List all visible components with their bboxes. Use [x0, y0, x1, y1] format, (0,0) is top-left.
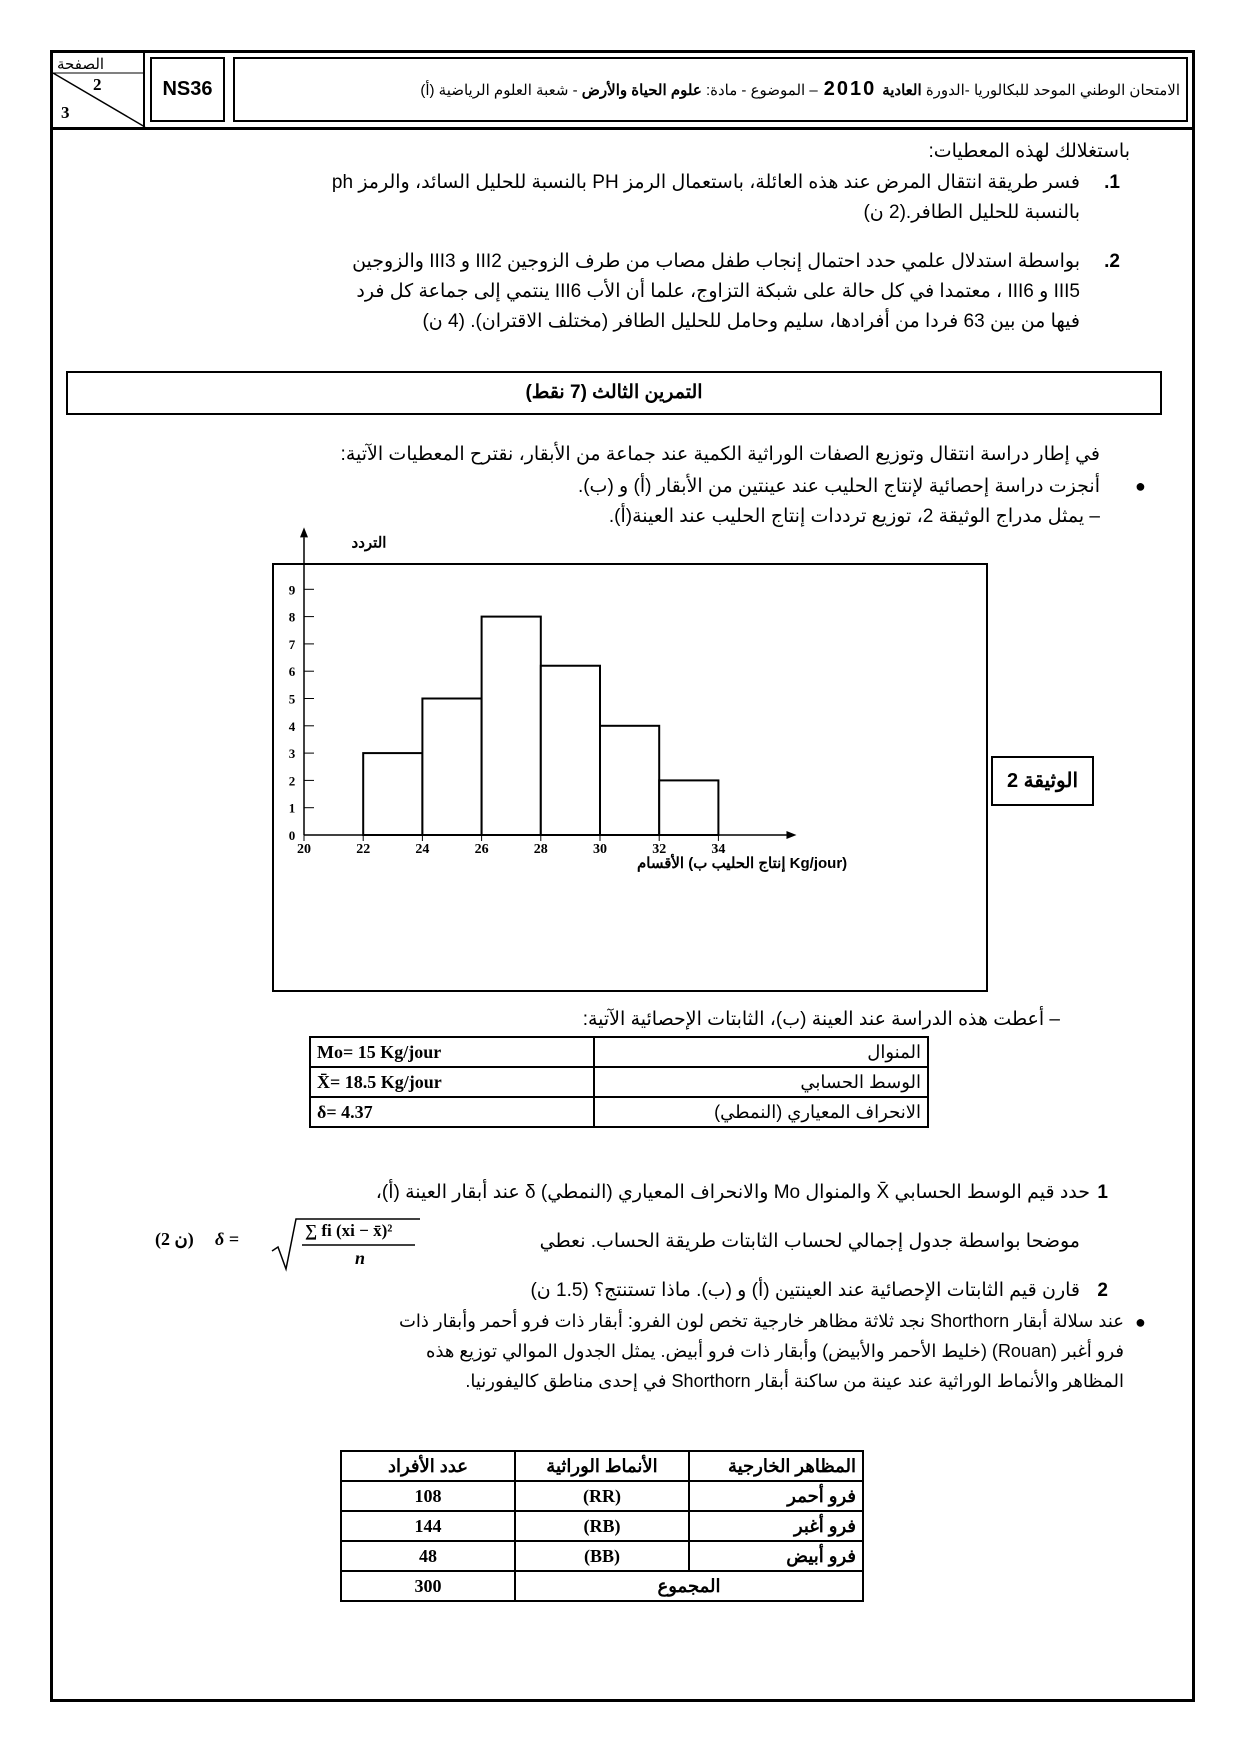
- task-1-line2: موضحا بواسطة جدول إجمالي لحساب الثابتات طريقة الحساب. نعطي (2 ن) δ = ∑ fi (xi − x̄)² n: [95, 1215, 1095, 1275]
- document-label: الوثيقة 2: [991, 756, 1094, 806]
- header-phenotype: المظاهر الخارجية: [689, 1451, 863, 1481]
- question-1: فسر طريقة انتقال المرض عند هذه العائلة، باستعمال الرمز PH بالنسبة للحليل السائد، والرمز ph بالنسبة للحليل الطافر.(2 ن): [331, 172, 1080, 223]
- x-tick-label: 22: [356, 842, 371, 857]
- histogram-bar: [541, 666, 600, 835]
- histogram: [274, 534, 986, 990]
- bullet-1: أنجزت دراسة إحصائية لإنتاج الحليب عند عينتين من الأبقار (أ) و (ب).: [577, 476, 1100, 497]
- cell-count: 144: [341, 1511, 515, 1541]
- page-current: 2: [93, 75, 102, 94]
- cell-genotype: (RR): [515, 1481, 689, 1511]
- stats-table: [309, 1036, 929, 1128]
- y-tick-label: 8: [288, 609, 296, 625]
- cell-genotype: (RB): [515, 1511, 689, 1541]
- x-axis-arrow: [786, 831, 796, 839]
- x-tick-label: 32: [652, 842, 667, 857]
- histogram-bar: [659, 780, 718, 835]
- cell-phenotype: فرو أبيض: [689, 1541, 863, 1571]
- cell-count: 48: [341, 1541, 515, 1571]
- table-row: [341, 1511, 863, 1541]
- stats-row: [310, 1037, 928, 1067]
- histogram-bar: [600, 726, 659, 835]
- y-tick-label: 9: [288, 582, 296, 598]
- bullet-1-sub: – يمثل مدراج الوثيقة 2، توزيع ترددات إنتاج الحليب عند العينة(أ).: [608, 506, 1100, 527]
- intro-text: باستغلالك لهذه المعطيات:: [928, 141, 1130, 162]
- stats-value: Mo= 15 Kg/jour: [310, 1037, 594, 1067]
- formula: (2 ن) δ = ∑ fi (xi − x̄)² n: [155, 1215, 425, 1275]
- histogram-bar: [482, 617, 541, 835]
- y-tick-label: 0: [288, 828, 296, 843]
- cell-phenotype: فرو أحمر: [689, 1481, 863, 1511]
- page-total: 3: [61, 103, 70, 122]
- task-2-number: 2: [1097, 1280, 1108, 1301]
- cell-total-label: المجموع: [515, 1571, 863, 1601]
- bullet-dot: ●: [1135, 476, 1146, 496]
- header-count: عدد الأفراد: [341, 1451, 515, 1481]
- exercise-title: التمرين الثالث (7 نقط): [66, 371, 1162, 415]
- stats-label: المنوال: [594, 1037, 928, 1067]
- question-1-number: 1.: [1104, 172, 1120, 193]
- header-genotype: الأنماط الوراثية: [515, 1451, 689, 1481]
- cell-total-value: 300: [341, 1571, 515, 1601]
- y-tick-label: 5: [288, 691, 296, 707]
- task-2: قارن قيم الثابتات الإحصائية عند العينتين (أ) و (ب). ماذا تستنتج؟ (1.5 ن): [530, 1280, 1080, 1301]
- x-axis-label: الأقسام (إنتاج الحليب ب Kg/jour): [636, 855, 848, 872]
- table-total-row: [341, 1571, 863, 1601]
- bullet-2: عند سلالة أبقار Shorthorn نجد ثلاثة مظاهر خارجية تخص لون الفرو: أبقار ذات فرو أحمر وأبقار ذات فرو أغبر (Rouan) (خليط الأحمر والأبيض) وأبقار ذات فرو أبيض. يمثل الجدول الموالي توزيع هذه المظاهر والأنماط الوراثية عند عينة من ساكنة أبقار Shorthorn في إحدى مناطق كاليفورنيا.: [398, 1311, 1124, 1391]
- page-header: [53, 53, 1192, 130]
- table-row: [341, 1541, 863, 1571]
- x-tick-label: 28: [533, 842, 548, 857]
- x-tick-label: 20: [297, 842, 311, 857]
- y-tick-label: 7: [288, 636, 296, 652]
- stats-value: X̄= 18.5 Kg/jour: [310, 1067, 594, 1097]
- phenotype-table: [340, 1450, 864, 1602]
- cell-count: 108: [341, 1481, 515, 1511]
- bullet-dot: ●: [1135, 1312, 1146, 1332]
- stats-value: δ= 4.37: [310, 1097, 594, 1127]
- context-text: في إطار دراسة انتقال وتوزيع الصفات الوراثية الكمية عند جماعة من الأبقار، نقترح المعطيات الآتية:: [340, 444, 1100, 465]
- x-tick-label: 34: [711, 842, 726, 857]
- histogram-box: [272, 534, 988, 992]
- page-number-box: [53, 53, 145, 127]
- y-tick-label: 3: [288, 746, 296, 762]
- stats-label: الانحراف المعياري (النمطي): [594, 1097, 928, 1127]
- exam-code: NS36: [150, 57, 225, 122]
- cell-genotype: (BB): [515, 1541, 689, 1571]
- x-tick-label: 24: [415, 842, 430, 857]
- table-header-row: [341, 1451, 863, 1481]
- table-row: [341, 1481, 863, 1511]
- y-tick-label: 4: [288, 718, 296, 734]
- question-2: بواسطة استدلال علمي حدد احتمال إنجاب طفل مصاب من طرف الزوجين III2 و III3 والزوجين III5 و III6 ، معتمدا في كل حالة على شبكة التزاوج، علما أن الأب III6 ينتمي إلى جماعة كل فرد فيها من بين 63 فردا من أفرادها، سليم وحامل للحليل الطافر (مختلف الاقتران). (4 ن): [352, 251, 1080, 332]
- histogram-bar: [422, 699, 481, 836]
- cell-phenotype: فرو أغبر: [689, 1511, 863, 1541]
- stats-row: [310, 1067, 928, 1097]
- question-2-number: 2.: [1104, 251, 1120, 272]
- stats-row: [310, 1097, 928, 1127]
- sample-b-intro: – أعطت هذه الدراسة عند العينة (ب)، الثابتات الإحصائية الآتية:: [582, 1009, 1060, 1030]
- task-1-number: 1: [1097, 1182, 1108, 1203]
- y-tick-label: 1: [288, 800, 296, 816]
- page-label: الصفحة: [57, 56, 105, 73]
- histogram-bar: [363, 753, 422, 835]
- y-tick-label: 2: [288, 773, 296, 789]
- x-tick-label: 30: [593, 842, 607, 857]
- y-axis-label: التردد: [351, 534, 387, 552]
- stats-label: الوسط الحسابي: [594, 1067, 928, 1097]
- exam-title: الامتحان الوطني الموحد للبكالوريا -الدورة العادية 2010 – الموضوع - مادة: علوم الحياة والأرض - شعبة العلوم الرياضية (أ): [233, 57, 1188, 122]
- task-1-line1: حدد قيم الوسط الحسابي X̄ والمنوال Mo والانحراف المعياري (النمطي) δ عند أبقار العينة (أ)،: [375, 1182, 1090, 1203]
- y-tick-label: 6: [288, 664, 296, 680]
- x-tick-label: 26: [474, 842, 489, 857]
